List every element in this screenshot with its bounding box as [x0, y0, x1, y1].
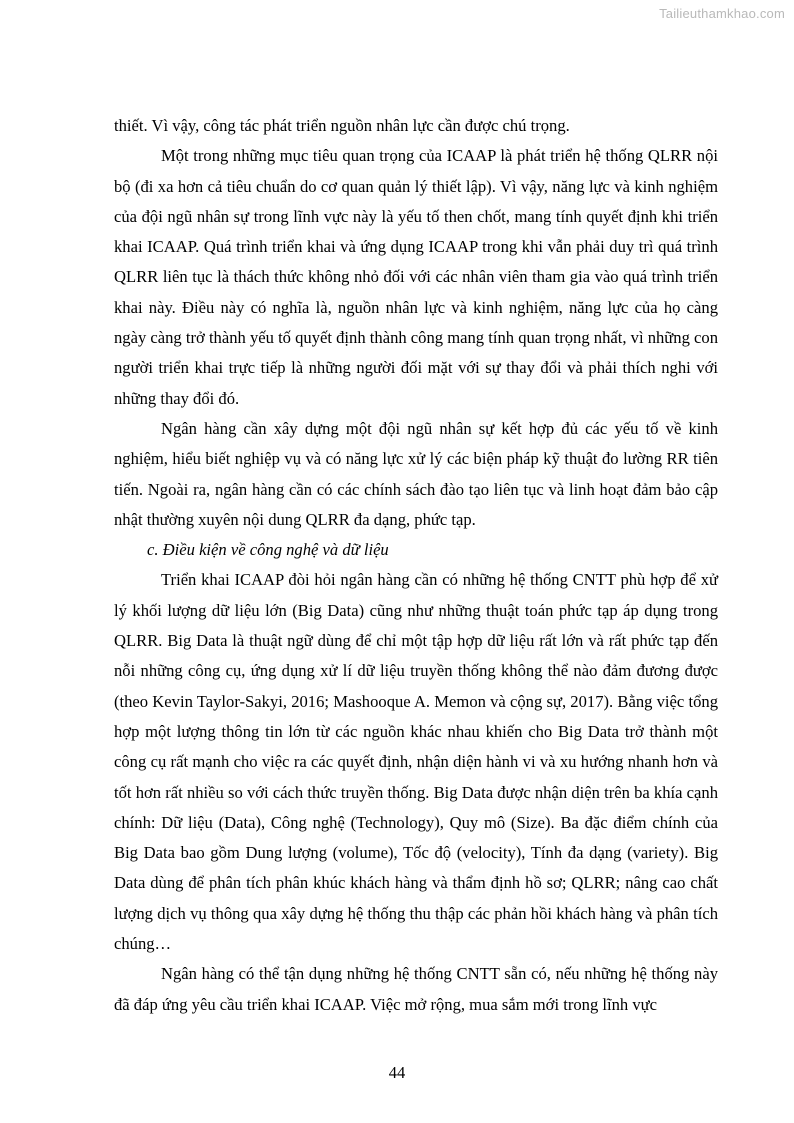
page-number: 44	[388, 1063, 406, 1082]
paragraph-icaap-objectives: Một trong những mục tiêu quan trọng của ICAAP là phát triển hệ thống QLRR nội bộ (đi xa hơn cả tiêu chuẩn do cơ quan quản lý thiết lập). Vì vậy, năng lực và kinh nghiệm của đội ngũ nhân sự trong lĩnh vực này là yếu tố then chốt, mang tính quyết định khi triển khai ICAAP. Quá trình triển khai và ứng dụng ICAAP trong khi vẫn phải duy trì quá trình QLRR liên tục là thách thức không nhỏ đối với các nhân viên tham gia vào quá trình triển khai này. Điều này có nghĩa là, nguồn nhân lực và kinh nghiệm, năng lực của họ càng ngày càng trở thành yếu tố quyết định thành công mang tính quan trọng nhất, vì những con người triển khai trực tiếp là những người đối mặt với sự thay đổi và phải thích nghi với những thay đổi đó.	[114, 146, 718, 408]
paragraph-staff-building: Ngân hàng cần xây dựng một đội ngũ nhân sự kết hợp đủ các yếu tố về kinh nghiệm, hiểu biết nghiệp vụ và có năng lực xử lý các biện pháp kỹ thuật đo lường RR tiên tiến. Ngoài ra, ngân hàng cần có các chính sách đào tạo liên tục và linh hoạt đảm bảo cập nhật thường xuyên nội dung QLRR đa dạng, phức tạp.	[114, 418, 718, 529]
paragraph-big-data: Triển khai ICAAP đòi hỏi ngân hàng cần có những hệ thống CNTT phù hợp để xử lý khối lượng dữ liệu lớn (Big Data) cũng như những thuật toán phức tạp áp dụng trong QLRR. Big Data là thuật ngữ dùng để chỉ một tập hợp dữ liệu rất lớn và rất phức tạp đến nỗi những công cụ, ứng dụng xử lí dữ liệu truyền thống không thể nào đảm đương được (theo Kevin Taylor-Sakyi, 2016; Mashooque A. Memon và cộng sự, 2017). Bằng việc tổng hợp một lượng thông tin lớn từ các nguồn khác nhau khiến cho Big Data trở thành một công cụ rất mạnh cho việc ra các quyết định, nhận diện hành vi và xu hướng nhanh hơn và tốt hơn rất nhiều so với cách thức truyền thống. Big Data được nhận diện trên ba khía cạnh chính: Dữ liệu (Data), Công nghệ (Technology), Quy mô (Size). Ba đặc điểm chính của Big Data bao gồm Dung lượng (volume), Tốc độ (velocity), Tính đa dạng (variety). Big Data dùng để phân tích phân khúc khách hàng và thẩm định hồ sơ; QLRR; nâng cao chất lượng dịch vụ thông qua xây dựng hệ thống thu thập các phản hồi khách hàng và phân tích chúng…	[114, 570, 718, 954]
paragraph-it-systems: Ngân hàng có thể tận dụng những hệ thống CNTT sẵn có, nếu những hệ thống này đã đáp ứng yêu cầu triển khai ICAAP. Việc mở rộng, mua sắm mới trong lĩnh vực	[114, 964, 718, 1014]
watermark-text: Tailieuthamkhao.com	[659, 6, 785, 21]
paragraph-continuation: thiết. Vì vậy, công tác phát triển nguồn nhân lực cần được chú trọng.	[114, 116, 570, 135]
section-heading-technology-data: c. Điều kiện về công nghệ và dữ liệu	[147, 540, 389, 560]
document-body	[114, 111, 718, 1020]
